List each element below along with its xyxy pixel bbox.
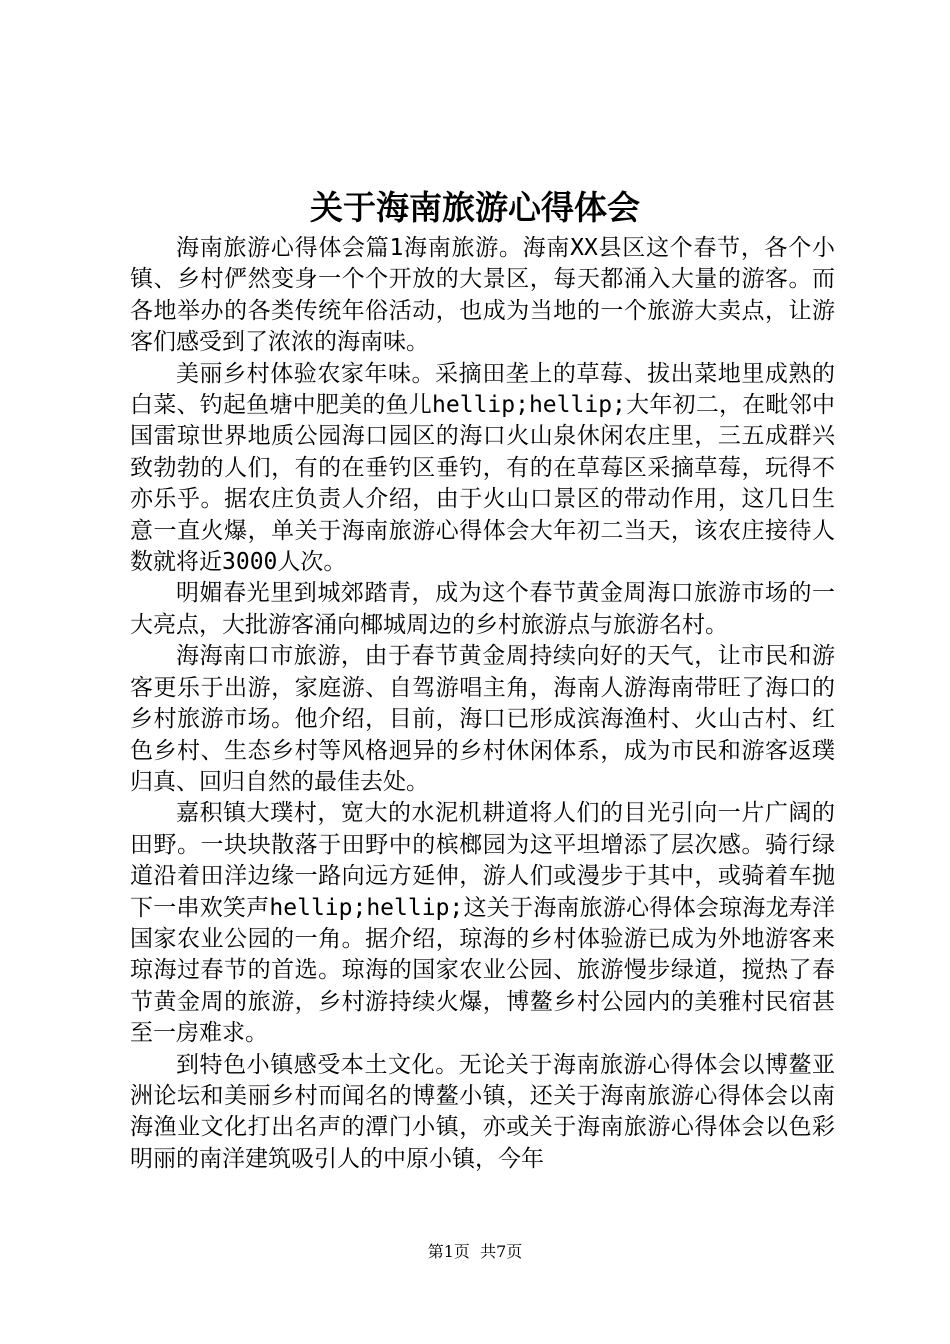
paragraph: 海海南口市旅游，由于春节黄金周持续向好的天气，让市民和游客更乐于出游，家庭游、自驾游唱主角，海南人游海南带旺了海口的乡村旅游市场。他介绍，目前，海口已形成滨海渔村、火山古村、红色乡村、生态乡村等风格迥异的乡村休闲体系，成为市民和游客返璞归真、回归自然的最佳去处。 xyxy=(130,643,835,795)
page-total: 共7页 xyxy=(480,1242,523,1261)
paragraph: 到特色小镇感受本土文化。无论关于海南旅游心得体会以博鳌亚洲论坛和美丽乡村而闻名的博鳌小镇，还关于海南旅游心得体会以南海渔业文化打出名声的潭门小镇，亦或关于海南旅游心得体会以色彩明丽的南洋建筑吸引人的中原小镇，今年 xyxy=(130,1051,835,1172)
paragraph: 明媚春光里到城郊踏青，成为这个春节黄金周海口旅游市场的一大亮点，大批游客涌向椰城周边的乡村旅游点与旅游名村。 xyxy=(130,580,835,638)
document-title: 关于海南旅游心得体会 xyxy=(310,188,640,227)
page-footer xyxy=(0,1240,950,1264)
page-number: 第1页 xyxy=(427,1242,470,1261)
paragraph: 海南旅游心得体会篇1海南旅游。海南XX县区这个春节，各个小镇、乡村俨然变身一个个开放的大景区，每天都涌入大量的游客。而各地举办的各类传统年俗活动，也成为当地的一个旅游大卖点，让游客们感受到了浓浓的海南味。 xyxy=(130,235,835,356)
footer-separator xyxy=(470,1242,480,1261)
paragraph: 美丽乡村体验农家年味。采摘田垄上的草莓、拔出菜地里成熟的白菜、钓起鱼塘中肥美的鱼儿hellip;hellip;大年初二，在毗邻中国雷琼世界地质公园海口园区的海口火山泉休闲农庄里，三五成群兴致勃勃的人们，有的在垂钓区垂钓，有的在草莓区采摘草莓，玩得不亦乐乎。据农庄负责人介绍，由于火山口景区的带动作用，这几日生意一直火爆，单关于海南旅游心得体会大年初二当天，该农庄接待人数就将近3000人次。 xyxy=(130,360,835,576)
paragraph: 嘉积镇大璞村，宽大的水泥机耕道将人们的目光引向一片广阔的田野。一块块散落于田野中的槟榔园为这平坦增添了层次感。骑行绿道沿着田洋边缘一路向远方延伸，游人们或漫步于其中，或骑着车抛下一串欢笑声hellip;hellip;这关于海南旅游心得体会琼海龙寿洋国家农业公园的一角。据介绍，琼海的乡村体验游已成为外地游客来琼海过春节的首选。琼海的国家农业公园、旅游慢步绿道，搅热了春节黄金周的旅游，乡村游持续火爆，博鳌乡村公园内的美雅村民宿甚至一房难求。 xyxy=(130,800,835,1047)
document-body xyxy=(130,233,835,1175)
